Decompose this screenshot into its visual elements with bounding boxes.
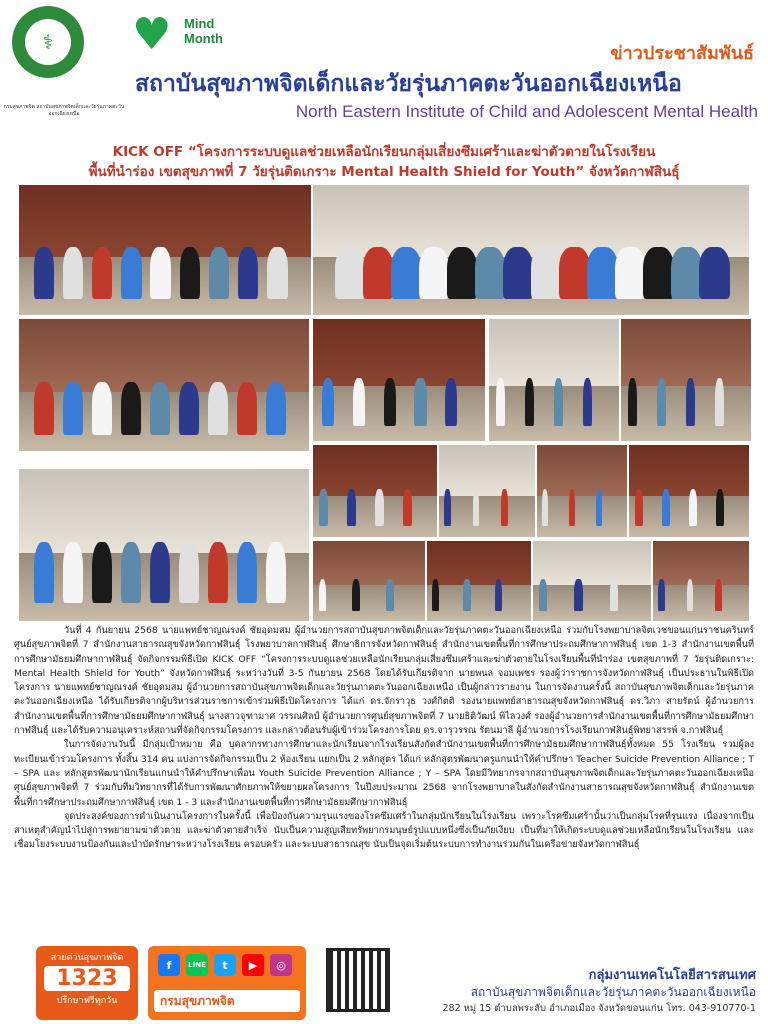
footer-institute: สถาบันสุขภาพจิตเด็กและวัยรุ่นภาคตะวันออกเฉียงเหนือ [470, 985, 756, 999]
footer [0, 944, 768, 1024]
event-photo [18, 318, 310, 452]
footer-department: กลุ่มงานเทคโนโลยีสารสนเทศ [588, 968, 756, 983]
social-label: กรมสุขภาพจิต [154, 990, 300, 1012]
event-photo [312, 444, 438, 538]
article-body [14, 624, 754, 944]
facebook-icon[interactable]: f [158, 954, 180, 976]
institute-title-en: North Eastern Institute of Child and Adolescent Mental Health [295, 102, 758, 121]
event-photo [312, 540, 426, 622]
event-photo [312, 184, 750, 316]
event-photo [426, 540, 532, 622]
social-banner [148, 946, 306, 1020]
footer-address: 282 หมู่ 15 ตำบลพระลับ อำเภอเมือง จังหวัดขอนแก่น โทร. 043-910770-1 [442, 1003, 756, 1014]
event-photo [488, 318, 620, 442]
youtube-icon[interactable]: ▶ [242, 954, 264, 976]
hotline-bottom-label: ปรึกษาฟรีทุกวัน [56, 996, 118, 1006]
header [0, 0, 768, 128]
moph-caption: กรมสุขภาพจิต สถาบันสุขภาพจิตเด็กและวัยรุ่นภาคตะวันออกเฉียงเหนือ [3, 104, 125, 117]
institute-title-th: สถาบันสุขภาพจิตเด็กและวัยรุ่นภาคตะวันออกเฉียงเหนือ [135, 71, 682, 97]
headline-line-2: พื้นที่นำร่อง เขตสุขภาพที่ 7 วัยรุ่นติดเกราะ Mental Health Shield for Youth” จังหวัดกาฬสินธุ์ [88, 164, 680, 180]
event-photo [312, 318, 486, 442]
event-photo [628, 444, 750, 538]
article-paragraph-2: ในการจัดงานวันนี้ มีกลุ่มเป้าหมาย คือ บุคลากรทางการศึกษาและนักเรียนจากโรงเรียนสังกัดสำนักงานเขตพื้นที่การศึกษามัธยมศึกษากาฬสินธุ์ทั้งหมด 55 โรงเรียน รวมผู้ลงทะเบียนเข้าร่วมโครงการ ทั้งสิ้น 314 คน แบ่งการจัดกิจกรรมเป็น 2 ห้องเรียน แยกเป็น 2 หลักสูตร ได้แก่ หลักสูตรพัฒนาครูแกนนำให้คำปรึกษา Teacher Suicide Prevention Alliance ; T – SPA และ หลักสูตรพัฒนานักเรียนแกนนำให้คำปรึกษาเพื่อน Youth Suicide Prevention Alliance ; Y – SPA โดยมีวิทยากรจากสถาบันสุขภาพจิตเด็กและวัยรุ่นภาคตะวันออกเฉียงเหนือ ศูนย์สุขภาพจิตที่ 7 ร่วมกับทีมวิทยากรที่ได้รับการพัฒนาศักยภาพให้ขยายผลโครงการ ในปีงบประมาณ 2568 จากโรงพยาบาลในสังกัดสำนักงานสาธารณสุขจังหวัดกาฬสินธุ์ สำนักงานเขตพื้นที่การศึกษาประถมศึกษากาฬสินธุ์ เขต 1 - 3 และสำนักงานเขตพื้นที่การศึกษามัธยมศึกษากาฬสินธุ์ [14, 739, 754, 808]
event-photo [620, 318, 752, 442]
twitter-icon[interactable]: t [214, 954, 236, 976]
event-photo [18, 184, 312, 316]
line-icon[interactable]: LINE [186, 954, 208, 976]
event-photo [532, 540, 652, 622]
event-photo [652, 540, 750, 622]
instagram-icon[interactable]: ◎ [270, 954, 292, 976]
caduceus-icon: ⚕ [25, 19, 71, 65]
mind-month-line1: Mind [184, 16, 215, 31]
qr-code[interactable] [326, 948, 390, 1012]
event-photo [536, 444, 628, 538]
mind-month-logo [132, 6, 252, 66]
moph-logo [12, 6, 84, 78]
hotline-banner [36, 946, 138, 1020]
ribbon-heart-icon: ♥ [132, 9, 172, 60]
pr-label: ข่าวประชาสัมพันธ์ [610, 43, 754, 64]
headline-line-1: KICK OFF “โครงการระบบดูแลช่วยเหลือนักเรียนกลุ่มเสี่ยงซึมเศร้าและฆ่าตัวตายในโรงเรียน [112, 144, 656, 160]
hotline-top-label: สายด่วนสุขภาพจิต [50, 953, 124, 963]
article-paragraph-1: วันที่ 4 กันยายน 2568 นายแพทย์ชาญณรงค์ ชัยอุดมสม ผู้อำนวยการสถาบันสุขภาพจิตเด็กและวัยรุ่นภาคตะวันออกเฉียงเหนือ ร่วมกับโรงพยาบาลจิตเวชขอนแก่นราชนครินทร์ ศูนย์สุขภาพจิตที่ 7 สำนักงานสาธารณสุขจังหวัดกาฬสินธุ์ โรงพยาบาลกาฬสินธุ์ ศึกษาธิการจังหวัดกาฬสินธุ์ สำนักงานเขตพื้นที่การศึกษาประถมศึกษากาฬสินธุ์ เขต 1-3 สำนักงานเขตพื้นที่การศึกษามัธยมศึกษากาฬสินธุ์ จัดกิจกรรมพิธีเปิด KICK OFF “โครงการระบบดูแลช่วยเหลือนักเรียนกลุ่มเสี่ยงซึมเศร้าและฆ่าตัวตายในโรงเรียนพื้นที่นำร่อง เขตสุขภาพที่ 7 วัยรุ่นติดเกราะ: Mental Health Shield for Youth” จังหวัดกาฬสินธุ์ ระหว่างวันที่ 3-5 กันยายน 2568 โดยได้รับเกียรติจาก นายพนล จอมเพชร รองผู้ว่าราชการจังหวัดกาฬสินธุ์ เป็นประธานในพิธีเปิดโครงการ นายแพทย์ชาญณรงค์ ชัยอุดมสม ผู้อำนวยการสถาบันสุขภาพจิตเด็กและวัยรุ่นภาคตะวันออกเฉียงเหนือ เป็นผู้กล่าวรายงาน ในการจัดงานครั้งนี้ สถาบันสุขภาพจิตเด็กและวัยรุ่นภาคตะวันออกเฉียงเหนือ ได้รับเกียรติจากผู้บริหารส่วนราชการเข้าร่วมพิธีเปิดโครงการ ได้แก่ ดร.จักราวุธ วงศ์กิตติ รองนายแพทย์สาธารณสุขจังหวัดกาฬสินธุ์ ดร.วิภา สายรัตน์ ผู้อำนวยการสำนักงานเขตพื้นที่การศึกษามัธยมศึกษากาฬสินธุ์ นางสาวจุฑามาศ วรรณศิลป์ ผู้อำนวยการศูนย์สุขภาพจิตที่ 7 นายธิติวัฒน์ พิไลวงศ์ รองผู้อำนวยการสำนักงานเขตพื้นที่การศึกษามัธยมศึกษากาฬสินธุ์ และได้รับความอนุเคราะห์สถานที่จัดกิจกรรมโครงการ และกล่าวต้อนรับผู้เข้าร่วมโครงการโดย ดร.จารุวรรณ รัตนมาลี ผู้อำนวยการโรงเรียนกาฬสินธุ์พิทยาสรรพ์ จ.กาฬสินธุ์ [14, 625, 754, 737]
article-paragraph-3: จุดประสงค์ของการดำเนินงานโครงการในครั้งนี้ เพื่อป้องกันความรุนแรงของโรคซึมเศร้าในกลุ่มนักเรียนในโรงเรียน เพราะโรคซึมเศร้านั้นว่าเป็นกลุ่มโรคที่รุนแรง เนื่องจากเป็นสาเหตุสำคัญนำไปสู่การพยายามฆ่าตัวตาย และฆ่าตัวตายสำเร็จ นับเป็นความสูญเสียทรัพยากรมนุษย์รูปแบบหนึ่งซึ่งเป็นภัยเงียบ เป็นที่มาให้เกิดระบบดูแลช่วยเหลือนักเรียนในโรงเรียน และเชื่อมโยงระบบงานป้องกันและบำบัดรักษาระหว่างโรงเรียน ครอบครัว และระบบสาธารณสุข นับเป็นจุดเริ่มต้นระบบการทำงานร่วมกันในเครือข่ายจังหวัดกาฬสินธุ์ [14, 810, 754, 851]
event-photo [18, 468, 310, 622]
hotline-number: 1323 [44, 966, 130, 991]
event-photo [438, 444, 536, 538]
mind-month-line2: Month [184, 31, 223, 46]
